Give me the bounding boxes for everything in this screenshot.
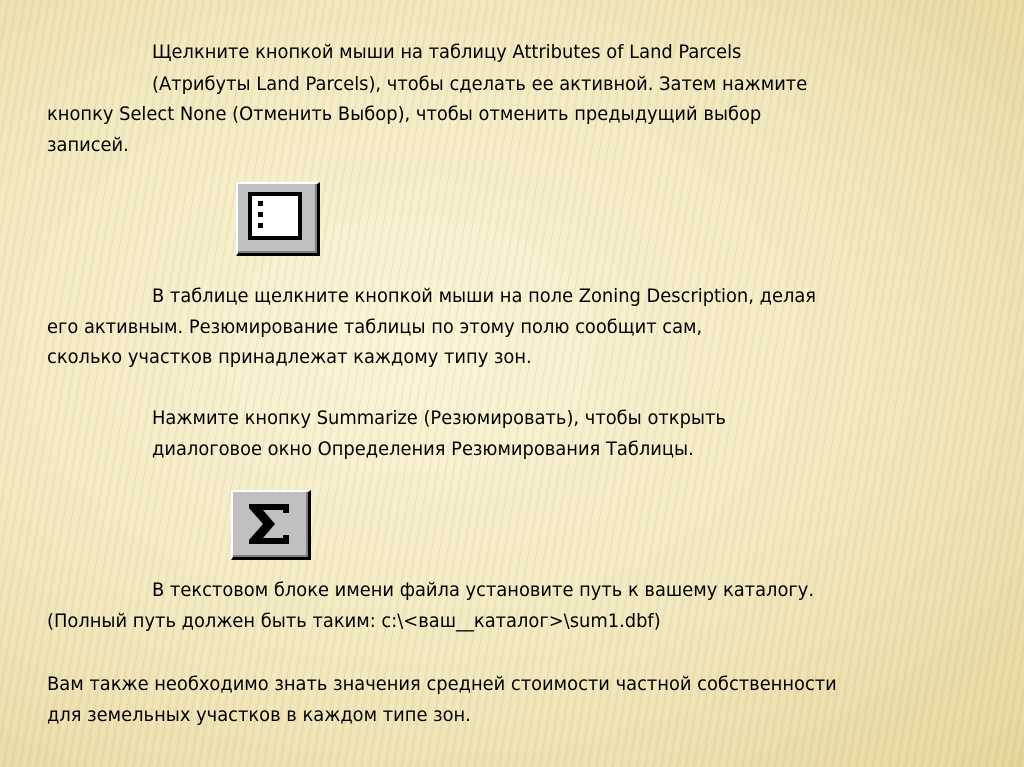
paragraph-1-line-2: (Атрибуты Land Parcels), чтобы сделать ее активной. Затем нажмите (152, 73, 808, 95)
summarize-button[interactable] (231, 490, 311, 560)
paragraph-2-line-3: сколько участков принадлежат каждому типу зон. (47, 346, 532, 368)
paragraph-5-line-2: для земельных участков в каждом типе зон. (47, 704, 471, 726)
paragraph-4-line-1: В текстовом блоке имени файла установите путь к вашему каталогу. (152, 579, 815, 601)
paragraph-1-line-4: записей. (47, 134, 129, 156)
paragraph-2-line-2: его активным. Резюмирование таблицы по этому полю сообщит сам, (47, 316, 703, 338)
paragraph-1-line-1: Щелкните кнопкой мыши на таблицу Attributes of Land Parcels (152, 41, 742, 63)
select-none-button[interactable] (236, 182, 320, 256)
select-none-icon (248, 192, 304, 242)
paragraph-3-line-2: диалоговое окно Определения Резюмирования Таблицы. (152, 438, 694, 460)
paragraph-2-line-1: В таблице щелкните кнопкой мыши на поле Zoning Description, делая (152, 285, 817, 307)
paragraph-4-line-2: (Полный путь должен быть таким: c:\<ваш__каталог>\sum1.dbf) (47, 610, 661, 632)
summarize-icon (245, 500, 295, 548)
paragraph-1-line-3: кнопку Select None (Отменить Выбор), чтобы отменить предыдущий выбор (47, 103, 762, 125)
paragraph-5-line-1: Вам также необходимо знать значения средней стоимости частной собственности (47, 673, 837, 695)
paragraph-3-line-1: Нажмите кнопку Summarize (Резюмировать), чтобы открыть (152, 407, 726, 429)
